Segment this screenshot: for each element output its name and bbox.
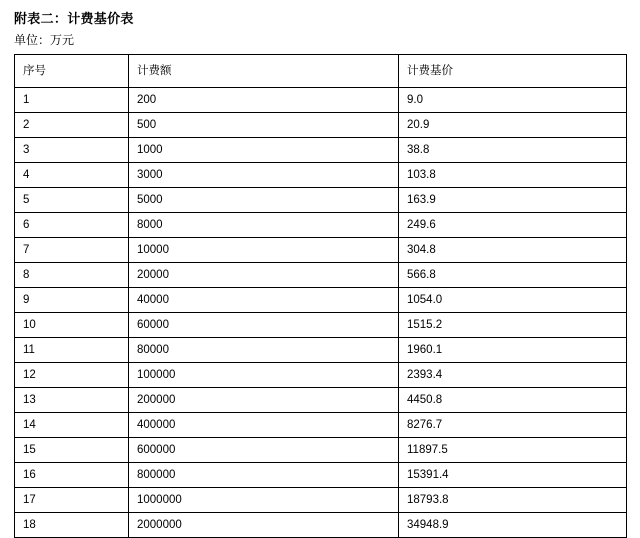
cell-fee-amount: 5000: [129, 188, 399, 213]
cell-fee-amount: 20000: [129, 263, 399, 288]
cell-index: 15: [15, 438, 129, 463]
cell-index: 9: [15, 288, 129, 313]
column-header-base-price: 计费基价: [399, 55, 627, 88]
cell-base-price: 4450.8: [399, 388, 627, 413]
unit-note: 单位：万元: [14, 33, 75, 47]
cell-index: 16: [15, 463, 129, 488]
cell-base-price: 20.9: [399, 113, 627, 138]
cell-index: 2: [15, 113, 129, 138]
cell-fee-amount: 10000: [129, 238, 399, 263]
table-row: [15, 238, 627, 263]
cell-base-price: 249.6: [399, 213, 627, 238]
table-row: [15, 313, 627, 338]
cell-fee-amount: 200: [129, 88, 399, 113]
cell-fee-amount: 500: [129, 113, 399, 138]
cell-fee-amount: 80000: [129, 338, 399, 363]
cell-base-price: 1515.2: [399, 313, 627, 338]
cell-base-price: 163.9: [399, 188, 627, 213]
cell-index: 10: [15, 313, 129, 338]
cell-fee-amount: 100000: [129, 363, 399, 388]
table-row: [15, 163, 627, 188]
table-row: [15, 513, 627, 538]
table-row: [15, 213, 627, 238]
cell-index: 3: [15, 138, 129, 163]
cell-index: 17: [15, 488, 129, 513]
cell-index: 4: [15, 163, 129, 188]
cell-base-price: 2393.4: [399, 363, 627, 388]
cell-base-price: 304.8: [399, 238, 627, 263]
cell-base-price: 15391.4: [399, 463, 627, 488]
cell-index: 5: [15, 188, 129, 213]
table-body: [15, 88, 627, 538]
cell-base-price: 18793.8: [399, 488, 627, 513]
table-row: [15, 488, 627, 513]
cell-base-price: 103.8: [399, 163, 627, 188]
table-row: [15, 288, 627, 313]
cell-fee-amount: 1000000: [129, 488, 399, 513]
table-row: [15, 338, 627, 363]
cell-fee-amount: 800000: [129, 463, 399, 488]
cell-base-price: 38.8: [399, 138, 627, 163]
cell-fee-amount: 600000: [129, 438, 399, 463]
cell-base-price: 34948.9: [399, 513, 627, 538]
fee-base-price-table: [14, 54, 627, 538]
column-header-index: 序号: [15, 55, 129, 88]
cell-index: 12: [15, 363, 129, 388]
table-row: [15, 88, 627, 113]
table-row: [15, 388, 627, 413]
cell-index: 7: [15, 238, 129, 263]
cell-base-price: 9.0: [399, 88, 627, 113]
cell-base-price: 1054.0: [399, 288, 627, 313]
cell-fee-amount: 400000: [129, 413, 399, 438]
table-row: [15, 263, 627, 288]
cell-fee-amount: 8000: [129, 213, 399, 238]
cell-index: 11: [15, 338, 129, 363]
cell-base-price: 8276.7: [399, 413, 627, 438]
table-row: [15, 138, 627, 163]
cell-fee-amount: 40000: [129, 288, 399, 313]
table-row: [15, 438, 627, 463]
table-row: [15, 113, 627, 138]
cell-index: 1: [15, 88, 129, 113]
cell-fee-amount: 200000: [129, 388, 399, 413]
cell-base-price: 1960.1: [399, 338, 627, 363]
table-row: [15, 363, 627, 388]
table-row: [15, 463, 627, 488]
table-header-row: [15, 55, 627, 88]
cell-fee-amount: 3000: [129, 163, 399, 188]
cell-index: 14: [15, 413, 129, 438]
page-title: 附表二：计费基价表: [14, 11, 134, 26]
column-header-fee-amount: 计费额: [129, 55, 399, 88]
cell-index: 18: [15, 513, 129, 538]
cell-base-price: 566.8: [399, 263, 627, 288]
cell-index: 8: [15, 263, 129, 288]
cell-fee-amount: 1000: [129, 138, 399, 163]
cell-base-price: 11897.5: [399, 438, 627, 463]
table-row: [15, 188, 627, 213]
cell-index: 6: [15, 213, 129, 238]
cell-fee-amount: 60000: [129, 313, 399, 338]
table-row: [15, 413, 627, 438]
cell-fee-amount: 2000000: [129, 513, 399, 538]
cell-index: 13: [15, 388, 129, 413]
